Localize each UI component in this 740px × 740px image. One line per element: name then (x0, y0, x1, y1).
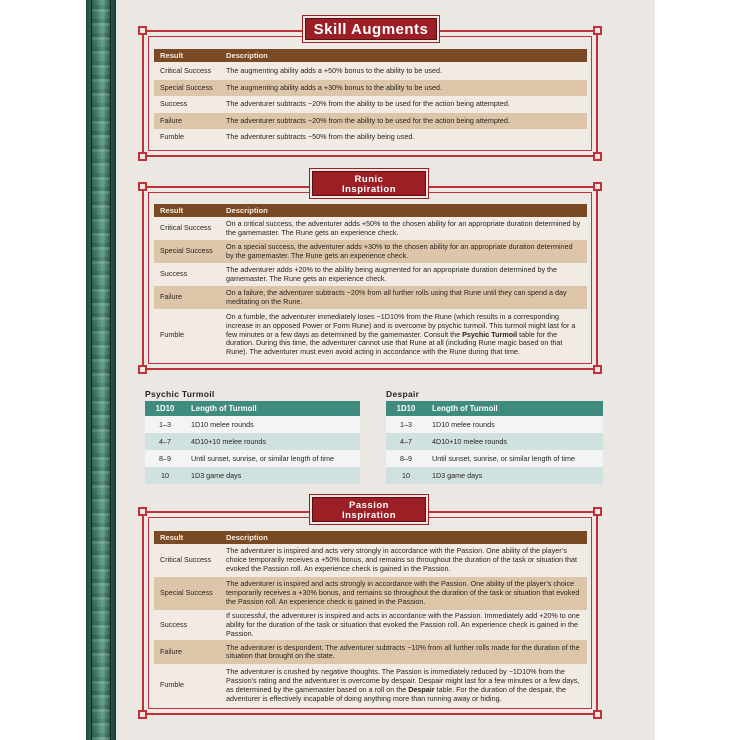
description-cell: The adventurer subtracts −20% from the ability to be used for the action being attempted. (220, 96, 587, 113)
column-header-description: Description (220, 49, 587, 62)
table-row (154, 664, 587, 707)
table-row (154, 309, 587, 361)
table-row (154, 263, 587, 286)
skill-augments-table (154, 49, 587, 146)
table-row (154, 217, 587, 240)
column-header-description: Description (220, 531, 587, 544)
roll-cell: 8–9 (386, 450, 426, 467)
passion-title-line1: Passion (349, 500, 389, 511)
result-cell: Critical Success (154, 544, 220, 577)
runic-title-line2: Inspiration (341, 184, 397, 195)
description-cell: The adventurer is inspired and acts strongly in accordance with the Passion. One ability of the player’s choice temporarily receives a +30% bonus, and remains so throughout the duration of the task or situation that evoked the Passion roll. An experience check is gained in the Passion. (220, 577, 587, 610)
column-header-description: Description (220, 204, 587, 217)
table-header-row (154, 49, 587, 62)
description-cell: The adventurer is despondent. The adventurer subtracts −10% from all further rolls made for the duration of the situation that brought on the state. (220, 640, 587, 664)
table-header-row (154, 204, 587, 217)
table-row (145, 416, 360, 433)
description-cell: The augmenting ability adds a +30% bonus to the ability to be used. (220, 80, 587, 96)
length-cell: 4D10+10 melee rounds (185, 433, 360, 450)
roll-cell: 1–3 (145, 416, 185, 433)
roll-cell: 8–9 (145, 450, 185, 467)
length-cell: 4D10+10 melee rounds (426, 433, 603, 450)
table-row (386, 433, 603, 450)
result-cell: Special Success (154, 80, 220, 96)
column-header-result: Result (154, 204, 220, 217)
table-row (145, 450, 360, 467)
result-cell: Fumble (154, 309, 220, 361)
description-cell: On a critical success, the adventurer adds +50% to the chosen ability for an appropriate duration determined by the gamemaster. The Rune gets an experience check. (220, 217, 587, 240)
roll-cell: 10 (145, 467, 185, 484)
result-cell: Failure (154, 640, 220, 664)
table-row (145, 467, 360, 484)
length-cell: Until sunset, sunrise, or similar length of time (426, 450, 603, 467)
column-header-result: Result (154, 49, 220, 62)
result-cell: Critical Success (154, 217, 220, 240)
description-cell: The adventurer adds +20% to the ability being augmented for an appropriate duration determined by the gamemaster. The Rune gets an experience check. (220, 263, 587, 286)
result-cell: Special Success (154, 577, 220, 610)
description-cell: If successful, the adventurer is inspired and acts in accordance with the Passion. Immediately add +20% to one ability for the duration of the task or situation that evoked the Passion roll. An experience check is gained in the Passion. (220, 610, 587, 640)
length-cell: 1D3 game days (426, 467, 603, 484)
table-row (154, 610, 587, 640)
table-row (154, 286, 587, 309)
book-page (86, 0, 655, 740)
skill-augments-title: Skill Augments (305, 18, 437, 40)
result-cell: Failure (154, 286, 220, 309)
runic-title-line1: Runic (354, 174, 384, 185)
runic-inspiration-table (154, 204, 587, 361)
despair-table (386, 401, 603, 484)
table-row (154, 96, 587, 113)
description-cell: The adventurer is inspired and acts very strongly in accordance with the Passion. One ability of the player’s choice temporarily receives a +50% bonus, and remains so throughout the duration of the task or situation that evoked the Passion roll. An experience check is gained in the Passion. (220, 544, 587, 577)
column-header-roll: 1D10 (386, 401, 426, 416)
passion-title-line2: Inspiration (341, 510, 397, 521)
table-row (386, 416, 603, 433)
length-cell: Until sunset, sunrise, or similar length of time (185, 450, 360, 467)
table-row (154, 577, 587, 610)
table-row (154, 80, 587, 96)
table-row (386, 467, 603, 484)
description-cell: The adventurer subtracts −20% from the ability to be used for the action being attempted. (220, 113, 587, 129)
table-row (386, 450, 603, 467)
psychic-turmoil-reference: Psychic Turmoil (462, 329, 518, 339)
roll-cell: 10 (386, 467, 426, 484)
table-row (154, 113, 587, 129)
result-cell: Success (154, 263, 220, 286)
result-cell: Fumble (154, 664, 220, 707)
result-cell: Failure (154, 113, 220, 129)
despair-title: Despair (386, 389, 420, 399)
length-cell: 1D10 melee rounds (185, 416, 360, 433)
runic-inspiration-title (312, 171, 426, 196)
despair-reference: Despair (408, 684, 435, 694)
table-row (154, 62, 587, 80)
table-row (145, 433, 360, 450)
result-cell: Success (154, 96, 220, 113)
column-header-length: Length of Turmoil (426, 401, 603, 416)
result-cell: Critical Success (154, 62, 220, 80)
length-cell: 1D3 game days (185, 467, 360, 484)
roll-cell: 1–3 (386, 416, 426, 433)
table-row (154, 544, 587, 577)
column-header-result: Result (154, 531, 220, 544)
table-row (154, 129, 587, 146)
column-header-length: Length of Turmoil (185, 401, 360, 416)
description-cell: The adventurer is crushed by negative thoughts. The Passion is immediately reduced by −1D10% from the Passion’s rating and the adventurer is overcome by despair. Despair might last for a few minutes or a few days, as determined by the gamemaster based on a roll on the Despair table. For the duration of the despair, the adventurer is effectively incapable of doing anything more than running away or hiding. (220, 664, 587, 707)
table-header-row (386, 401, 603, 416)
description-cell: On a fumble, the adventurer immediately loses −1D10% from the Rune (which results in a corresponding increase in an opposed Power or Form Rune) and is overcome by psychic turmoil. This turmoil might last for a few minutes or a few days as determined by the gamemaster. Consult the Psychic Turmoil table for the duration. During this time, the adventurer cannot use that Rune at all (including Rune magic based on that Rune). The adventurer must even avoid acting in accordance with the Rune during that time. (220, 309, 587, 361)
column-header-roll: 1D10 (145, 401, 185, 416)
result-cell: Success (154, 610, 220, 640)
description-cell: The adventurer subtracts −50% from the ability being used. (220, 129, 587, 146)
passion-inspiration-title (312, 497, 426, 522)
result-cell: Special Success (154, 240, 220, 263)
length-cell: 1D10 melee rounds (426, 416, 603, 433)
table-row (154, 240, 587, 263)
page-spine-border (86, 0, 116, 740)
psychic-turmoil-title: Psychic Turmoil (145, 389, 215, 399)
description-cell: The augmenting ability adds a +50% bonus to the ability to be used. (220, 62, 587, 80)
table-header-row (145, 401, 360, 416)
passion-inspiration-table (154, 531, 587, 707)
roll-cell: 4–7 (386, 433, 426, 450)
psychic-turmoil-table (145, 401, 360, 484)
roll-cell: 4–7 (145, 433, 185, 450)
result-cell: Fumble (154, 129, 220, 146)
table-row (154, 640, 587, 664)
description-cell: On a special success, the adventurer adds +30% to the chosen ability for an appropriate duration determined by the gamemaster. The Rune gets an experience check. (220, 240, 587, 263)
table-header-row (154, 531, 587, 544)
description-cell: On a failure, the adventurer subtracts −20% from all further rolls using that Rune until they can spend a day meditating on the Rune. (220, 286, 587, 309)
